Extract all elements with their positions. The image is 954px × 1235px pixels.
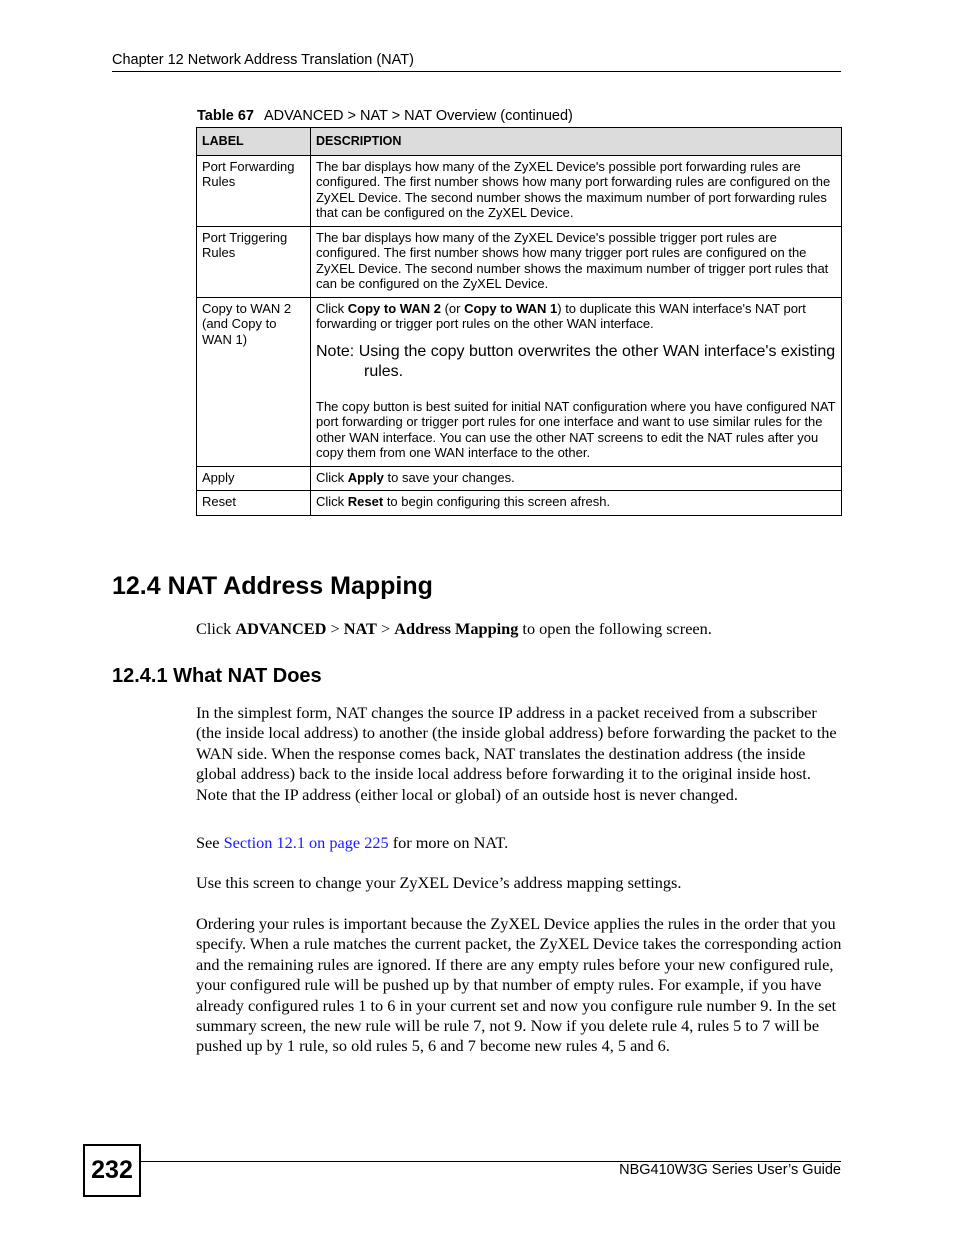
guide-title: NBG410W3G Series User’s Guide	[619, 1162, 841, 1178]
table-caption-title: ADVANCED > NAT > NAT Overview (continued)	[263, 108, 573, 124]
usage-paragraph: Use this screen to change your ZyXEL Device’s address mapping settings.	[196, 873, 682, 892]
table-header-row	[197, 128, 842, 156]
row-label: Apply	[197, 466, 311, 491]
table-row	[197, 155, 842, 226]
subsection-title: 12.4.1 What NAT Does	[112, 665, 322, 687]
section-link[interactable]: Section 12.1 on page 225	[223, 833, 389, 852]
table-row	[197, 466, 842, 491]
row-label: Port Triggering Rules	[197, 226, 311, 297]
nat-overview-table	[196, 127, 842, 516]
table-caption-number: Table 67	[197, 108, 254, 124]
table-row	[197, 297, 842, 466]
running-header: Chapter 12 Network Address Translation (NAT)	[112, 52, 414, 68]
row-label: Port Forwarding Rules	[197, 155, 311, 226]
rule-ordering-paragraph: Ordering your rules is important because the ZyXEL Device applies the rules in the order that you specify. When a rule matches the current packet, the ZyXEL Device takes the corresponding action and the remaining rules are ignored. If there are any empty rules before your new configured rule, your configured rule will be pushed up by that number of empty rules. For example, if you have already configured rules 1 to 6 in your current set and now you configure rule number 9. In the set summary screen, the new rule will be rule 7, not 9. Now if you delete rule 4, rules 5 to 7 will be pushed up by 1 rule, so old rules 5, 6 and 7 become new rules 4, 5 and 6.	[196, 914, 842, 1056]
row-label: Copy to WAN 2 (and Copy to WAN 1)	[197, 297, 311, 466]
table-row	[197, 226, 842, 297]
row-description: The bar displays how many of the ZyXEL Device's possible port forwarding rules are configured. The first number shows how many port forwarding rules are configured on the ZyXEL Device. The second number shows the maximum number of port forwarding rules that can be configured on the ZyXEL Device.	[311, 155, 842, 226]
copy-note: Note: Using the copy button overwrites the other WAN interface's existing rules.	[316, 342, 836, 380]
copy-extra-description: The copy button is best suited for initial NAT configuration where you have configured NAT port forwarding or trigger port rules for one interface and want to use similar rules for the other WAN interface. You can use the other NAT screens to edit the NAT rules after you copy them from one WAN interface to the other.	[316, 398, 836, 460]
table-caption	[197, 108, 573, 124]
nat-explanation-paragraph: In the simplest form, NAT changes the source IP address in a packet received from a subscriber (the inside local address) to another (the inside global address) before forwarding the packet to the WAN side. When the response comes back, NAT translates the destination address (the inside global address) back to the inside local address before forwarding it to the original inside host. Note that the IP address (either local or global) of an outside host is never changed.	[196, 703, 837, 804]
row-description	[311, 297, 842, 466]
section-intro: Click ADVANCED > NAT > Address Mapping to open the following screen.	[196, 619, 712, 638]
header-rule	[112, 71, 841, 72]
see-reference-paragraph: See Section 12.1 on page 225 for more on NAT.	[196, 833, 509, 852]
column-header-label: LABEL	[197, 128, 311, 156]
table-row	[197, 491, 842, 516]
row-label: Reset	[197, 491, 311, 516]
row-description: Click Reset to begin configuring this screen afresh.	[311, 491, 842, 516]
row-description: The bar displays how many of the ZyXEL Device's possible trigger port rules are configured. The first number shows how many trigger port rules are configured on the ZyXEL Device. The second number shows the maximum number of trigger port rules that can be configured on the ZyXEL Device.	[311, 226, 842, 297]
row-description: Click Apply to save your changes.	[311, 466, 842, 491]
copy-description: Click Copy to WAN 2 (or Copy to WAN 1) to duplicate this WAN interface's NAT port forwarding or trigger port rules on the other WAN interface.	[316, 300, 806, 331]
column-header-description: DESCRIPTION	[311, 128, 842, 156]
section-title: 12.4 NAT Address Mapping	[112, 572, 433, 600]
page-number: 232	[83, 1144, 141, 1197]
